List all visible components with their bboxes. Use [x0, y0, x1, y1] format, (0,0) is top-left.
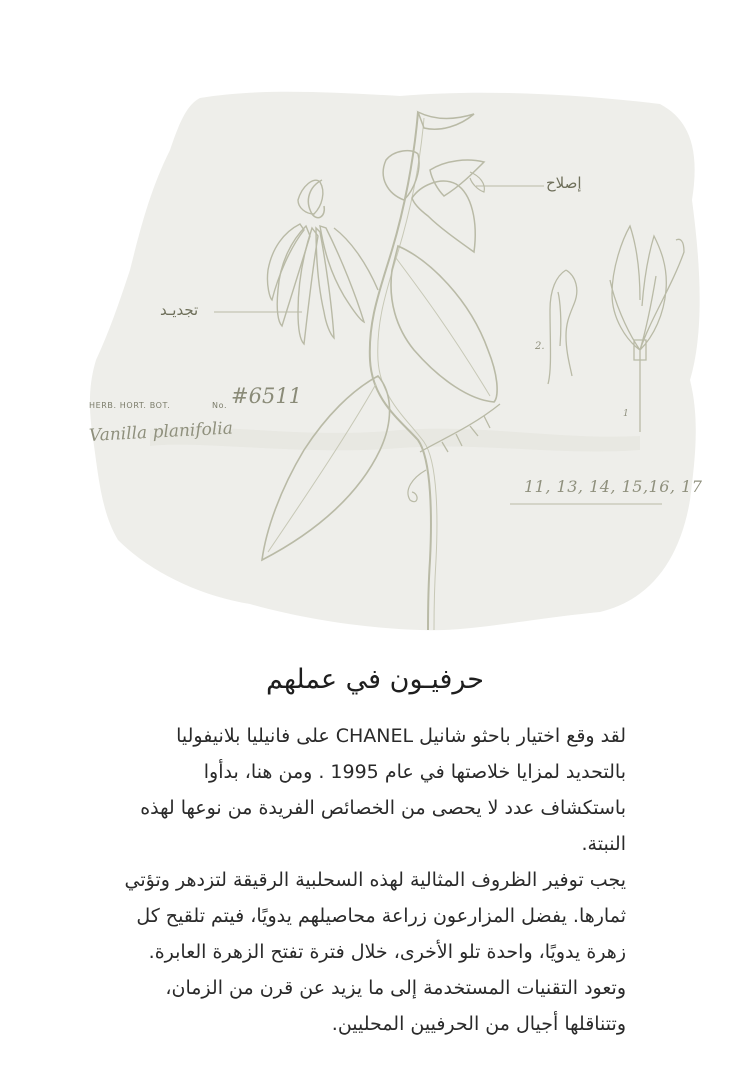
paint-wash [90, 92, 703, 630]
paragraph: يجب توفير الظروف المثالية لهذه السحلبية الرقيقة لتزدهر وتؤتي ثمارها. يفضل المزارعون زراعة محاصيلهم يدويًا، فيتم تلقيح كل زهرة يدويًا، واحدة تلو الأخرى، خلال فترة تفتح الزهرة العابرة. وتعود التقنيات المستخدمة إلى ما يزيد عن قرن من الزمان، وتتناقلها أجيال من الحرفيين المحليين. [124, 869, 626, 1035]
figure-2-label: 2. [535, 341, 545, 352]
label-tajdid: تجديـد [160, 301, 199, 319]
number-prefix-label: No. [212, 401, 228, 410]
label-islah: إصلاح [546, 174, 582, 192]
herbarium-label: HERB. HORT. BOT. [89, 401, 171, 410]
article-body [120, 718, 626, 1042]
paragraph: لقد وقع اختيار باحثو شانيل CHANEL على فانيليا بلانيفوليا بالتحديد لمزايا خلاصتها في عام 1995 . ومن هنا، بدأوا باستكشاف عدد لا يحصى من الخصائص الفريدة من نوعها لهذه النبتة. [140, 725, 626, 855]
figure-numbers: 11, 13, 14, 15,16, 17 [524, 477, 703, 496]
figure-1-label: 1 [623, 409, 629, 419]
species-name: Vanilla planifolia [88, 418, 234, 446]
specimen-number: #6511 [231, 384, 303, 408]
article-title: حرفيـون في عملهم [266, 664, 484, 695]
